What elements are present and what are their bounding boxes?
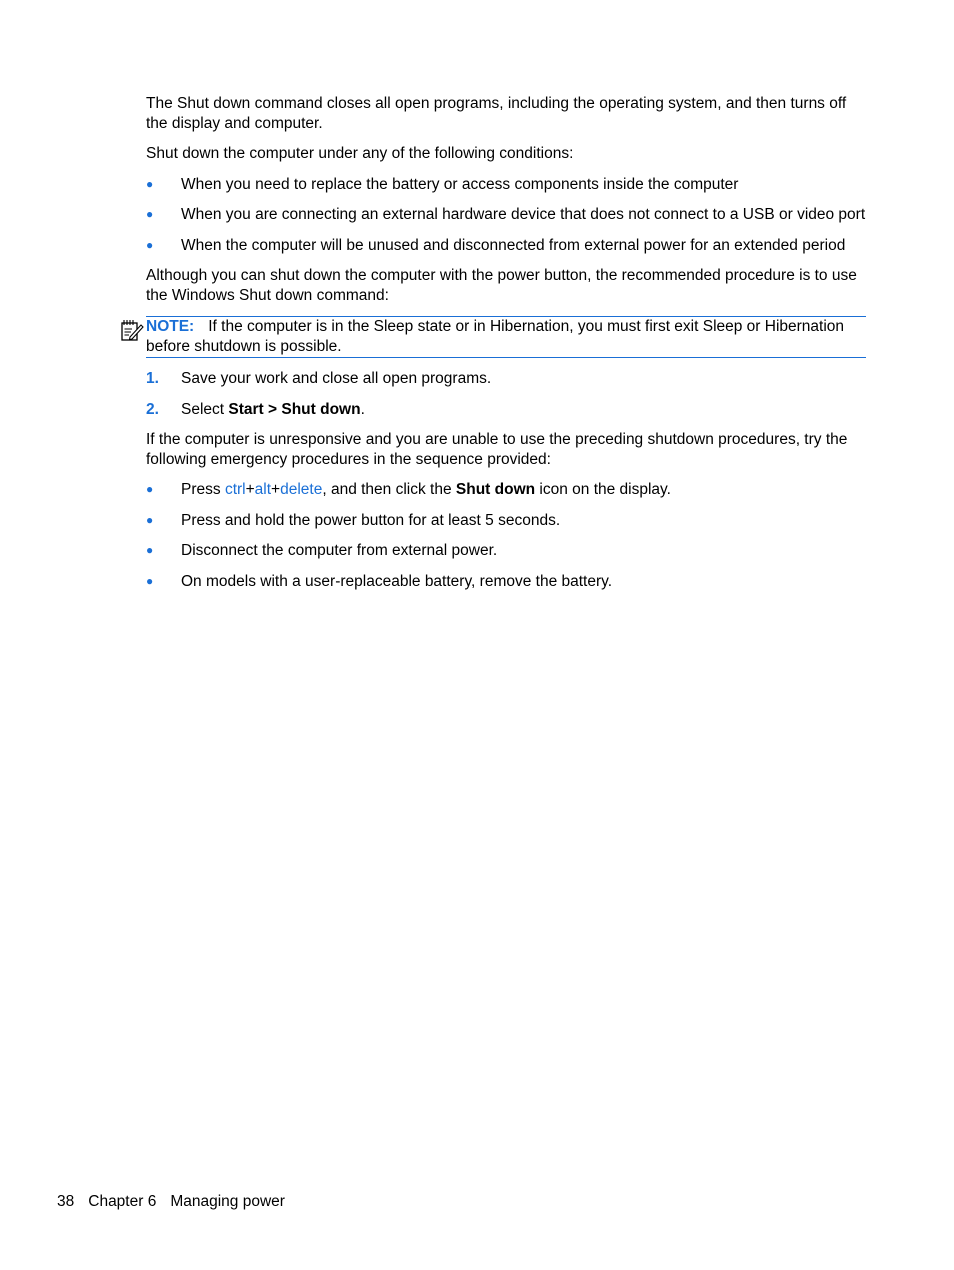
chapter-label: Chapter 6 [88, 1193, 157, 1210]
bullet-icon: ● [146, 573, 154, 588]
list-item-text-middle: , and then click the [322, 481, 456, 498]
conditions-list [146, 175, 866, 256]
step-item [146, 400, 866, 420]
list-item [146, 511, 866, 531]
step-number: 2. [146, 400, 159, 418]
note-pad-icon [120, 318, 144, 342]
bullet-icon: ● [146, 176, 154, 191]
list-item [146, 236, 866, 256]
bullet-icon: ● [146, 482, 154, 496]
page-content [146, 94, 866, 602]
step-command: Start > Shut down [228, 400, 361, 418]
note-text: If the computer is in the Sleep state or in Hibernation, you must first exit Sleep or Hibernation before shutdown is possible. [146, 318, 845, 355]
bullet-icon: ● [146, 512, 154, 527]
bullet-icon: ● [146, 237, 154, 252]
key-delete: delete [280, 481, 323, 498]
intro-paragraph: The Shut down command closes all open programs, including the operating system, and then turns off the display and computer. [146, 95, 847, 132]
page-footer [57, 1192, 299, 1212]
emergency-list [146, 480, 866, 591]
list-item-text: When you need to replace the battery or access components inside the computer [181, 175, 739, 193]
chapter-title: Managing power [170, 1193, 285, 1210]
list-item-text: Disconnect the computer from external power. [181, 542, 498, 559]
list-item [146, 572, 866, 592]
list-item-text: Press and hold the power button for at least 5 seconds. [181, 511, 561, 529]
step-item [146, 369, 866, 389]
emergency-paragraph: If the computer is unresponsive and you are unable to use the preceding shutdown procedures, try the following emergency procedures in the sequence provided: [146, 431, 848, 468]
shut-down-label: Shut down [455, 481, 536, 498]
step-number: 1. [146, 370, 159, 387]
list-item-text: When you are connecting an external hardware device that does not connect to a USB or video port [181, 206, 866, 223]
page-number: 38 [57, 1193, 75, 1210]
bullet-icon: ● [146, 207, 154, 221]
key-plus: + [245, 481, 255, 498]
note-label: NOTE: [146, 318, 195, 335]
step-text-suffix: . [360, 400, 365, 418]
list-item-text: When the computer will be unused and disconnected from external power for an extended period [181, 236, 846, 254]
list-item [146, 205, 866, 225]
key-plus: + [271, 481, 281, 498]
note-box [146, 316, 866, 358]
key-ctrl: ctrl [224, 481, 246, 498]
list-item-text: On models with a user-replaceable battery, remove the battery. [181, 572, 613, 590]
list-item [146, 541, 866, 561]
step-text: Save your work and close all open programs. [181, 370, 492, 387]
steps-list [146, 369, 866, 419]
conditions-intro: Shut down the computer under any of the following conditions: [146, 145, 574, 162]
list-item [146, 175, 866, 195]
list-item-text-prefix: Press [181, 481, 225, 498]
step-text-prefix: Select [181, 400, 229, 418]
key-alt: alt [254, 481, 272, 498]
procedure-paragraph: Although you can shut down the computer with the power button, the recommended procedure is to use the Windows Shut down command: [146, 267, 857, 304]
list-item [146, 480, 866, 500]
bullet-icon: ● [146, 543, 154, 557]
list-item-text-suffix: icon on the display. [535, 481, 671, 498]
